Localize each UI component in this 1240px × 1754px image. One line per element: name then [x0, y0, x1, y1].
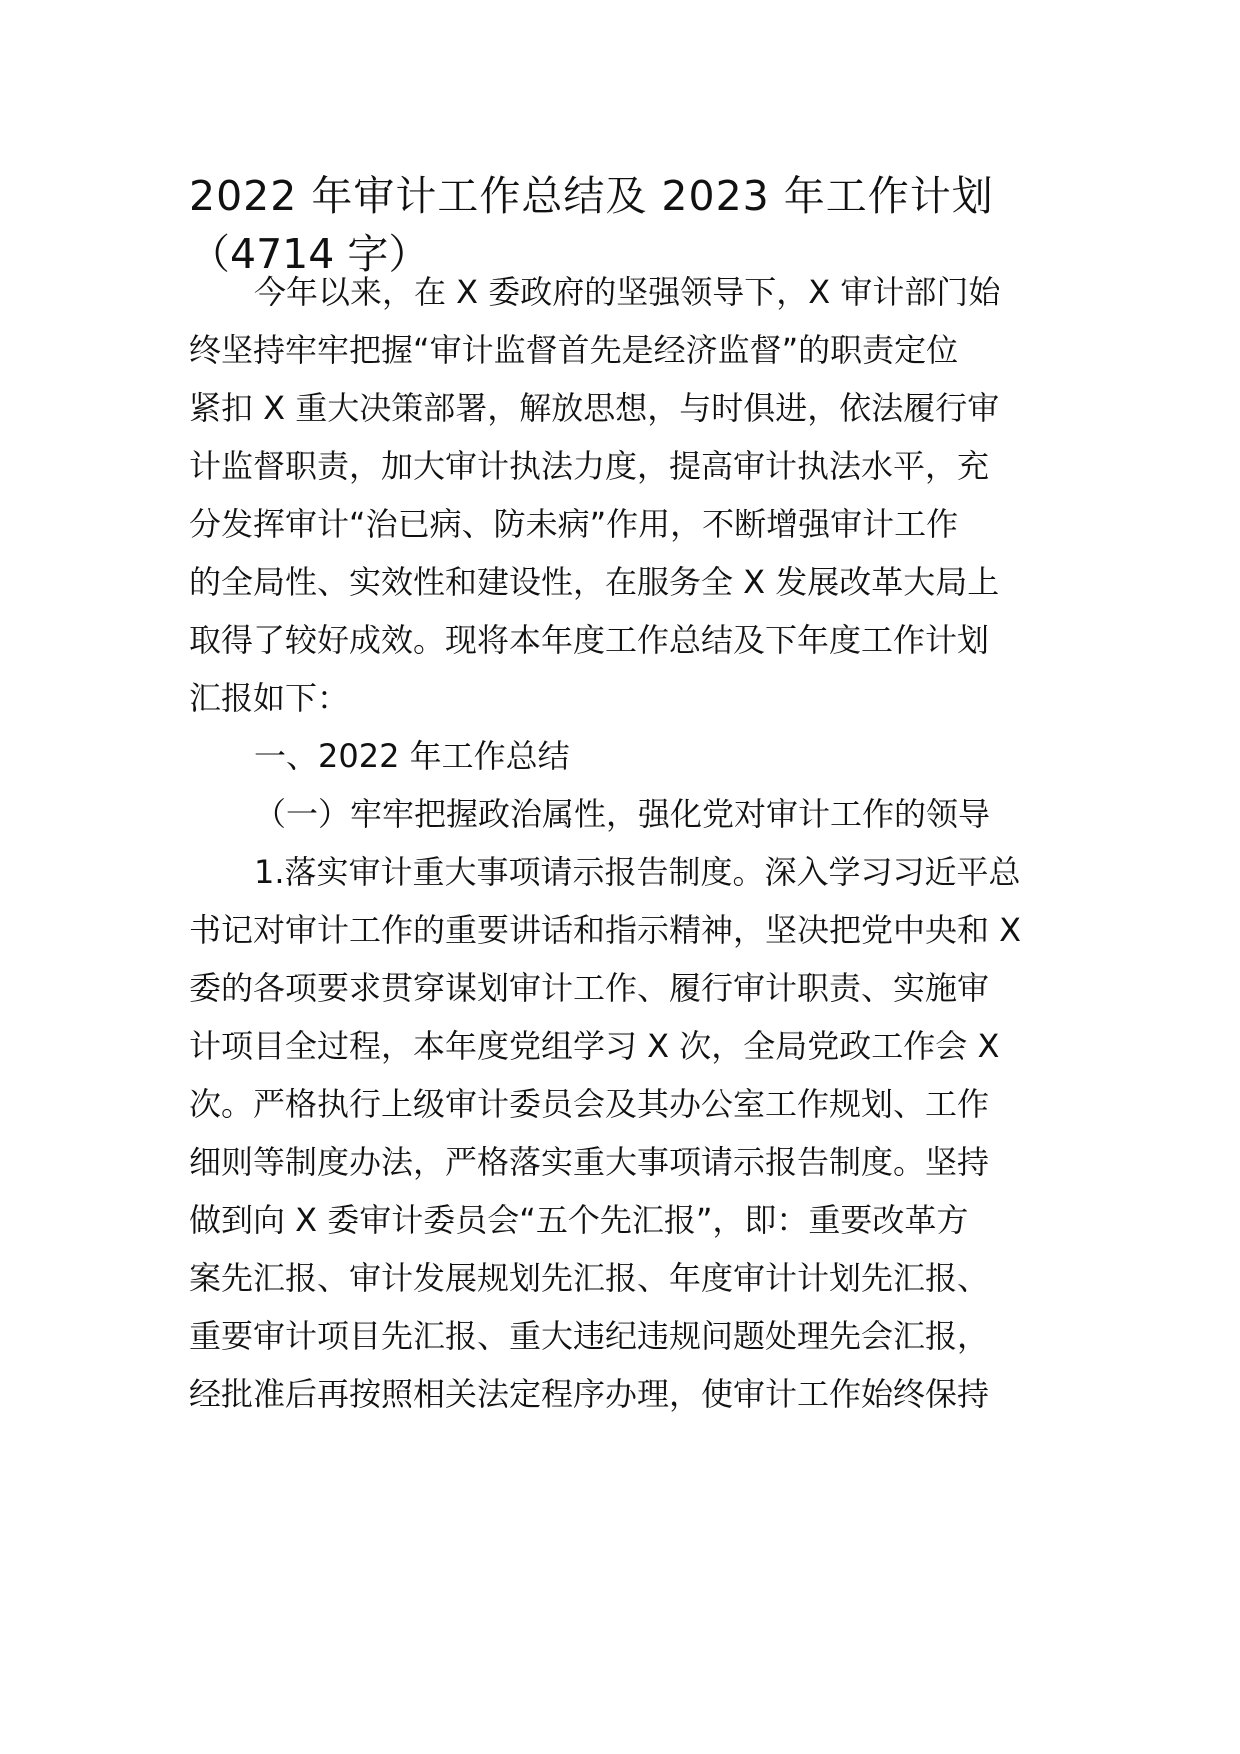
subsection-heading: （一）牢牢把握政治属性，强化党对审计工作的领导 — [254, 795, 991, 833]
document-title-line-2: （4714 字） — [189, 230, 430, 278]
body-line: 计监督职责，加大审计执法力度，提高审计执法水平，充 — [189, 447, 990, 485]
document-page — [189, 0, 1059, 1754]
body-line: 今年以来，在 X 委政府的坚强领导下，X 审计部门始 — [254, 273, 1001, 311]
body-line: 经批准后再按照相关法定程序办理，使审计工作始终保持 — [189, 1375, 990, 1413]
body-line: 案先汇报、审计发展规划先汇报、年度审计计划先汇报、 — [189, 1259, 990, 1297]
section-heading: 一、2022 年工作总结 — [254, 737, 570, 775]
body-line: 分发挥审计“治已病、防未病”作用，不断增强审计工作 — [189, 505, 959, 543]
body-line: 紧扣 X 重大决策部署，解放思想，与时俱进，依法履行审 — [189, 389, 1000, 427]
body-line: 取得了较好成效。现将本年度工作总结及下年度工作计划 — [189, 621, 990, 659]
body-line: 终坚持牢牢把握“审计监督首先是经济监督”的职责定位 — [189, 331, 959, 369]
body-line: 重要审计项目先汇报、重大违纪违规问题处理先会汇报， — [189, 1317, 990, 1355]
body-line: 次。严格执行上级审计委员会及其办公室工作规划、工作 — [189, 1085, 990, 1123]
body-line: 汇报如下： — [189, 679, 350, 717]
body-line: 做到向 X 委审计委员会“五个先汇报”，即：重要改革方 — [189, 1201, 969, 1239]
body-line: 委的各项要求贯穿谋划审计工作、履行审计职责、实施审 — [189, 969, 990, 1007]
body-line: 细则等制度办法，严格落实重大事项请示报告制度。坚持 — [189, 1143, 990, 1181]
body-line: 计项目全过程，本年度党组学习 X 次，全局党政工作会 X — [189, 1027, 1000, 1065]
body-line: 1.落实审计重大事项请示报告制度。深入学习习近平总 — [254, 853, 1021, 891]
document-title-line-1: 2022 年审计工作总结及 2023 年工作计划 — [189, 172, 994, 220]
body-line: 书记对审计工作的重要讲话和指示精神，坚决把党中央和 X — [189, 911, 1022, 949]
body-line: 的全局性、实效性和建设性，在服务全 X 发展改革大局上 — [189, 563, 1000, 601]
